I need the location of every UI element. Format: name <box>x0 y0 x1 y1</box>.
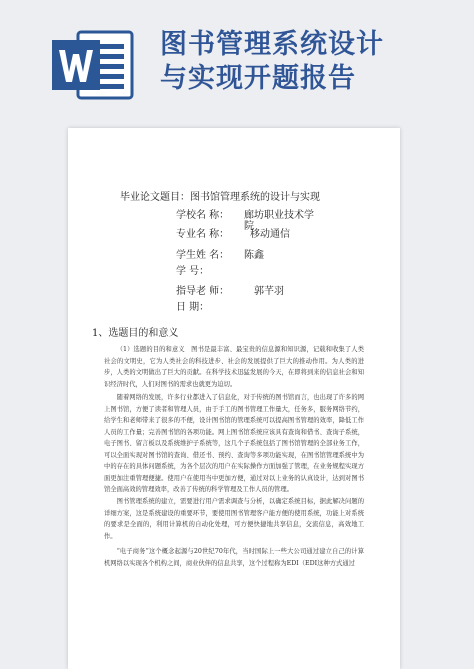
document-page <box>68 128 400 669</box>
info-label: 学校名 称： <box>176 210 230 221</box>
section-heading: 1、选题目的和意义 <box>92 328 179 339</box>
info-value: 郭芊羽 <box>254 286 284 297</box>
paragraph: （1）选题的目的和意义 图书是最丰富、最宝贵的信息源和知识源，记载和收集了人类社会的文明史，它为人类社会的科技进步、社会的发展提供了巨大的推动作用。为人类的进步，人类的文明做出了巨大的贡献。在科学技术迅猛发展的今天，在即将到来的信息社会和知识经济时代，人们对图书的需求也就更为迫切。 <box>104 346 364 388</box>
info-value: 廊坊职业技术学 <box>244 210 314 221</box>
info-label: 专业名 称： <box>176 229 230 240</box>
banner-title-line2: 与实现开题报告 <box>160 63 356 94</box>
info-row-advisor <box>176 286 306 298</box>
info-row-date <box>176 302 306 314</box>
banner-title-line1: 图书管理系统设计 <box>160 29 384 60</box>
paragraph: 图书管理系统的建立，需要进行用户需求调查与分析，以确定系统目标，据此解决问题的详细方案，这是系统建设的重要环节，要使用图书管理客户能方便的使用系统，功能上对系统的要求是全面的，利用计算机的自动化处理，可方便快捷地共享信息，交流信息，高效地工作。 <box>104 498 364 540</box>
paragraph: “电子商务”这个概念起源与20世纪70年代，当时国际上一些大公司通过建立自己的计算机网络以实现各个机构之间，商业伙伴的信息共享，这个过程称为EDI（EDI这种方式通过 <box>104 548 364 567</box>
info-label: 日 期： <box>176 302 210 313</box>
banner <box>0 0 474 120</box>
info-label: 学 号： <box>176 266 210 277</box>
info-row-student <box>176 250 306 262</box>
info-row-major <box>176 229 306 241</box>
paragraph: 随着网络的发展，许多行业都进入了信息化，对于传统的图书馆而言，也出现了许多的网上图书馆，方便了读者和管理人员，由于手工的图书管理工作量大，任务多，服务网络节约，给学生和老师带来了很多的不便，设计图书馆的管理系统可以提高图书管理的效率，降低工作人员的工作量；完善图书馆的各项功能。网上图书馆系统应该具有查询和借书、查询子系统，电子图书、留言板以及系统维护子系统等，这几个子系统包括了图书馆管理的全部业务工作，可以全面实现对图书馆的查询、借还书、预约、查询等多项功能实现，在图书馆管理系统中为中的存在的具体问题系统，为各个层次的用户在实际操作方面加强了管理，在业务规程实现方面更加注重管理便捷。使用户在使用当中更加方便，通过对以上业务的认真设计，达到对图书馆全面高效的管理效率，改善了传统的科学管理及工作人员的管理。 <box>104 394 364 493</box>
info-row-id <box>176 266 306 278</box>
info-value: 院 <box>244 221 254 232</box>
info-value: 陈鑫 <box>244 250 264 261</box>
thesis-title: 毕业论文题目：图书馆管理系统的设计与实现 <box>120 192 320 203</box>
info-label: 指导老 师： <box>176 286 230 297</box>
word-icon <box>52 28 136 102</box>
banner-title <box>160 28 384 96</box>
info-value: 移动通信 <box>250 229 290 240</box>
info-label: 学生姓 名： <box>176 250 230 261</box>
